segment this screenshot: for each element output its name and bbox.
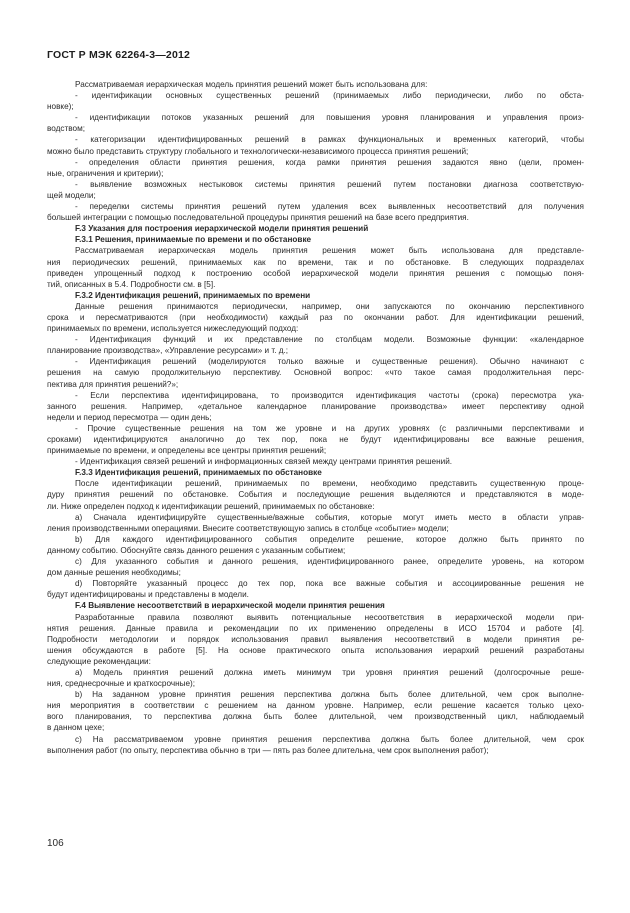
text-line: дом данные решения необходимы; <box>47 568 181 578</box>
text-line: Подробности методологии и порядок использования правил выявления несоответствий в модели принятия ре- <box>47 634 584 644</box>
text-line: После идентификации решений, принимаемых по времени, необходимо представить существенную проце- <box>75 479 584 489</box>
text-line: - Идентификация связей решений и информационных связей между центрами принятия решений. <box>75 457 453 467</box>
text-line: b) Для каждого идентифицированного события определите решение, которое должно быть принято по <box>75 534 584 544</box>
text-line: приведен упрощенный подход к построению особой иерархической модели принятия решения с помощью поня- <box>47 268 584 278</box>
text-line: большей интеграции с помощью последовательной процедуры принятия решений на базе всего предприятия. <box>47 213 469 223</box>
document-header: ГОСТ Р МЭК 62264-3—2012 <box>47 49 191 61</box>
text-line: принимаемых по времени, используется нижеследующий подход: <box>47 324 299 334</box>
text-line: - Если перспектива идентифицирована, то производится идентификация частоты (срока) пересмотра ука- <box>75 390 584 400</box>
text-line: Разработанные правила позволяют выявить потенциальные несоответствия в иерархической модели при- <box>75 612 584 622</box>
text-line: Рассматриваемая иерархическая модель принятия решения может быть использована для представле- <box>75 246 584 256</box>
text-line: - идентификации основных существенных решений (принимаемых либо периодически, либо по обста- <box>75 91 584 101</box>
text-line: а) Сначала идентифицируйте существенные/важные события, которые могут иметь место в области управ- <box>75 512 584 522</box>
text-line: нятия решения. Данные правила и рекомендации по их применению определены в ИСО 15704 и работе [4]. <box>47 623 584 633</box>
text-line: будут идентифицированы и представлены в модели. <box>47 590 249 600</box>
text-line: - категоризации идентифицированных решений в рамках функциональных и временных категорий, чтобы <box>75 135 584 145</box>
text-line: c) Для указанного события и данного решения, идентифицированного ранее, определите уровень, на котором <box>75 557 584 567</box>
text-line: срока и пересматриваются (при необходимости) каждый раз по окончании работ. Для идентификации решений, <box>47 312 584 322</box>
text-line: c) На рассматриваемом уровне принятия решения перспектива должна быть более длительной, чем срок <box>75 734 584 744</box>
document-body <box>47 79 584 756</box>
text-line: занного решения. Например, «детальное календарное планирование производства» имеет перспективу одной <box>47 401 584 411</box>
section-heading: F.3.2 Идентификация решений, принимаемых по времени <box>75 290 311 300</box>
section-heading: F.3.1 Решения, принимаемые по времени и по обстановке <box>75 235 312 245</box>
text-line: а) Модель принятия решений должна иметь минимум три уровня принятия решений (долгосрочные реше- <box>75 667 584 677</box>
text-line: данному событию. Обоснуйте связь данного решения с указанным событием; <box>47 545 346 555</box>
text-line: - идентификации потоков указанных решений для повышения уровня планирования и управления произ- <box>75 113 584 123</box>
page-number: 106 <box>47 838 64 849</box>
text-line: водством; <box>47 124 85 134</box>
text-line: ные, ограничения и критерии); <box>47 168 164 178</box>
text-line: решения на самую продолжительную перспективу. Основной вопрос: «что такое самая продолжительная перс- <box>47 368 584 378</box>
text-line: - выявление возможных нестыковок системы принятия решений путем постановки диагноза соответствую- <box>75 179 584 189</box>
text-line: новке); <box>47 102 74 112</box>
text-line: d) Повторяйте указанный процесс до тех пор, пока все важные события и ассоциированные решения не <box>75 579 584 589</box>
text-line: Данные решения принимаются периодически, например, они запускаются по окончанию перспективного <box>75 301 584 311</box>
text-line: шения обсуждаются в работе [5]. На основе практического опыта использования иерархий решений разработаны <box>47 645 584 655</box>
text-line: планирование производства», «Управление ресурсами» и т. д.; <box>47 346 289 356</box>
text-line: - переделки системы принятия решений путем удаления всех выявленных несоответствий для получения <box>75 202 584 212</box>
text-line: - Прочие существенные решения на том же уровне и на других уровнях (с различными перспективами и <box>75 423 584 433</box>
text-line: щей модели; <box>47 190 96 200</box>
text-line: b) На заданном уровне принятия решения перспектива должна быть более длительной, чем срок выполне- <box>75 690 584 700</box>
text-line: вого планирования, то перспектива должна быть более длительной, чем производственный цикл, наблюдаемый <box>47 712 584 722</box>
text-line: ния периодических решений, принимаемых как по времени, так и по обстановке. В следующих подразделах <box>47 257 584 267</box>
text-line: сроками) идентифицируются аналогично до тех пор, пока не будут идентифицированы все важные решения, <box>47 435 584 444</box>
section-heading: F.4 Выявление несоответствий в иерархической модели принятия решения <box>75 601 385 611</box>
section-heading: F.3 Указания для построения иерархической модели принятия решений <box>75 224 369 234</box>
text-line: выполнения работ (по опыту, перспектива обычно в три — пять раз более длительна, чем срок выполнения работ); <box>47 745 489 755</box>
text-line: - Идентификация функций и их представление по столбцам модели. Возможные функции: «календарное <box>75 335 584 345</box>
section-heading: F.3.3 Идентификация решений, принимаемых по обстановке <box>75 468 322 478</box>
text-line: - Идентификация решений (моделируются только важные и существенные решения). Обычно начинают с <box>75 357 584 367</box>
text-line: недели и период пересмотра — один день; <box>47 412 212 422</box>
text-line: принимаемые по времени, и определены все центры принятия решений; <box>47 446 327 456</box>
text-line: пектива для принятия решений?»; <box>47 379 179 389</box>
text-line: тий, описанных в 5.4. Подробности см. в [5]. <box>47 279 216 289</box>
text-line: Рассматриваемая иерархическая модель принятия решений может быть использована для: <box>75 80 428 89</box>
text-line: - определения области принятия решения, когда рамки принятия решения задаются явно (цели, промен- <box>75 157 584 167</box>
text-line: можно было представить структуру глобального и технологически-независимого процесса принятия решений; <box>47 146 469 156</box>
text-line: ли. Ниже определен подход к идентификации решений, принимаемых по обстановке: <box>47 501 375 511</box>
text-line: ния мероприятия в соответствии с решением на данном уровне. Например, если решение касается только цехо- <box>47 701 584 711</box>
text-line: дуру принятия решений по обстановке. События и последующие решения выделяются и представляются в моде- <box>47 490 584 500</box>
text-line: ния, среднесрочные и краткосрочные); <box>47 679 196 689</box>
text-line: в данном цехе; <box>47 723 105 733</box>
text-line: ления производственными операциями. Внесите соответствующую запись в столбце «событие» модели; <box>47 523 449 533</box>
text-line: следующие рекомендации: <box>47 656 151 666</box>
